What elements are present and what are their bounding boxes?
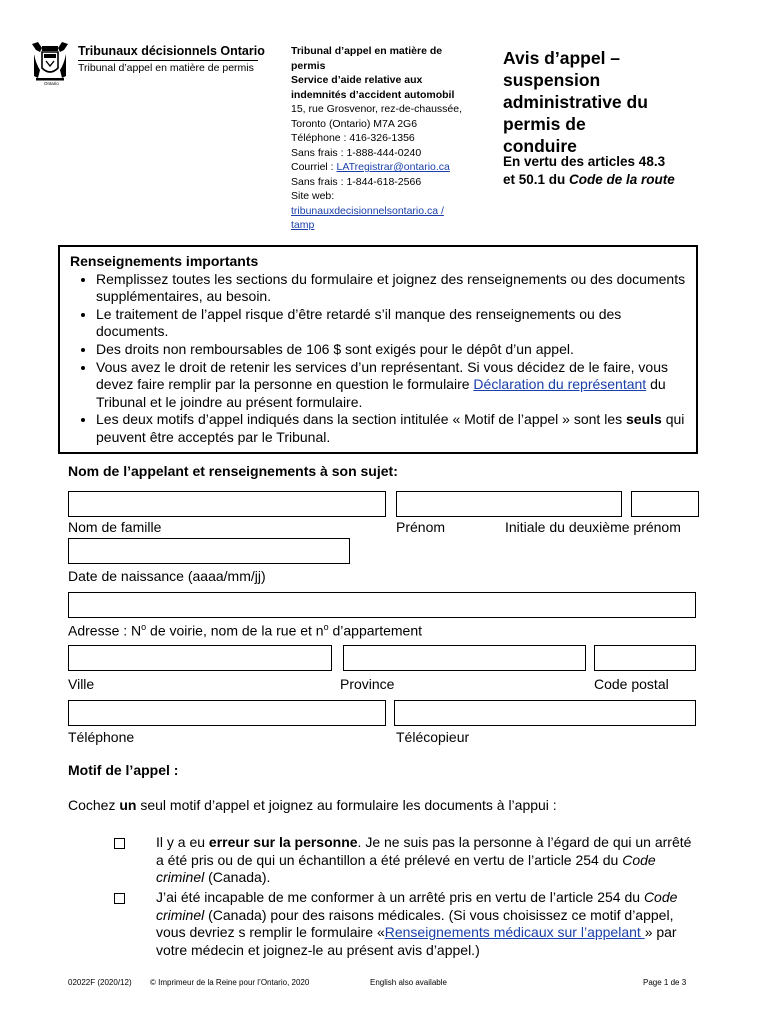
city-field[interactable]	[68, 645, 332, 671]
middle-initial-field[interactable]	[631, 491, 699, 517]
appellant-heading: Nom de l’appelant et renseignements à son sujet:	[68, 463, 398, 479]
org-divider	[78, 60, 258, 61]
postal-code-label: Code postal	[594, 676, 669, 692]
contact-block	[291, 44, 491, 233]
phone-label: Téléphone	[68, 729, 135, 745]
website-link-2[interactable]: tamp	[291, 219, 315, 231]
first-name-field[interactable]	[396, 491, 622, 517]
contact-line: Téléphone : 416-326-1356	[291, 132, 415, 144]
first-name-label: Prénom	[396, 519, 446, 535]
copyright: © Imprimeur de la Reine pour l’Ontario, 2020	[150, 978, 310, 987]
info-bullet: • Le traitement de l’appel risque d’être retardé s’il manque des renseignements ou des documents.	[96, 306, 686, 341]
form-code: 02022F (2020/12)	[68, 978, 132, 987]
website-link[interactable]: tribunauxdecisionnelsontario.ca /	[291, 204, 444, 217]
address-label: Adresse : $N^o$ de voirie, nom de la rue et $n^o$ d’appartement	[68, 622, 423, 639]
motif-heading: Motif de l’appel :	[68, 762, 179, 778]
phone-field[interactable]	[68, 700, 386, 726]
info-bullet: • Vous avez le droit de retenir les services d’un représentant. Si vous décidez de le faire, vous devez faire remplir par la personne en question le formulaire Déclaration du représentant du Tribunal et le joindre au présent formulaire.	[96, 359, 686, 412]
representative-form-link[interactable]: Déclaration du représentant	[473, 376, 647, 393]
medical-info-form-link[interactable]: Renseignements médicaux sur l’appelant	[384, 924, 645, 940]
reason-1-checkbox[interactable]	[114, 838, 125, 849]
website-label: Site web:	[291, 190, 335, 202]
dob-label: Date de naissance (aaaa/mm/jj)	[68, 568, 266, 584]
dob-field[interactable]	[68, 538, 350, 564]
middle-initial-label: Initiale du deuxième prénom	[505, 519, 681, 535]
contact-line: Service d’aide relative aux	[291, 74, 423, 86]
email-label: Courriel :	[291, 161, 337, 173]
province-label: Province	[340, 676, 395, 692]
english-available: English also available	[370, 978, 447, 987]
province-field[interactable]	[343, 645, 586, 671]
address-field[interactable]	[68, 592, 696, 618]
tollfree-2: Sans frais : 1-844-618-2566	[291, 175, 422, 188]
reason-2-checkbox[interactable]	[114, 893, 125, 904]
contact-line: Sans frais : 1-888-444-0240	[291, 146, 422, 159]
contact-line: indemnités d’accident automobil	[291, 88, 455, 101]
last-name-field[interactable]	[68, 491, 386, 517]
org-name: Tribunaux décisionnels Ontario	[78, 44, 265, 58]
important-heading: Renseignements importants	[70, 253, 259, 269]
important-info-box	[58, 245, 698, 454]
motif-instruction: Cochez un seul motif d’appel et joignez au formulaire les documents à l’appui :	[68, 797, 557, 813]
page-number: Page 1 de 3	[643, 978, 687, 987]
ontario-coat-of-arms-logo	[28, 40, 72, 86]
last-name-label: Nom de famille	[68, 519, 162, 535]
contact-line: permis	[291, 59, 326, 72]
contact-line: Tribunal d’appel en matière de	[291, 45, 443, 57]
info-bullet: • Les deux motifs d’appel indiqués dans la section intitulée « Motif de l’appel » sont les seuls qui peuvent être acceptés par le Tribunal.	[96, 411, 686, 446]
form-subtitle: En vertu des articles 48.3 et 50.1 du Code de la route	[503, 154, 675, 187]
form-title: Avis d’appel – suspension administrative du permis de conduire	[503, 48, 648, 156]
email-link[interactable]: LATregistrar@ontario.ca	[336, 161, 450, 173]
reason-2-text: J’ai été incapable de me conformer à un arrêté pris en vertu de l’article 254 du Code criminel (Canada) pour des raisons médicales. (Si vous choisissez ce motif d’appel, vous devriez s remplir le formulaire «Renseignements médicaux sur l’appelant » par votre médecin et joignez-le au présent avis d’appel.)	[156, 889, 678, 958]
contact-line: 15, rue Grosvenor, rez-de-chaussée,	[291, 103, 463, 115]
postal-code-field[interactable]	[594, 645, 696, 671]
contact-line: Toronto (Ontario) M7A 2G6	[291, 117, 418, 130]
logo-wordmark: Ontario	[44, 81, 59, 86]
fax-field[interactable]	[394, 700, 696, 726]
fax-label: Télécopieur	[396, 729, 470, 745]
info-bullet: • Des droits non remboursables de 106 $ sont exigés pour le dépôt d’un appel.	[96, 341, 686, 359]
city-label: Ville	[68, 676, 95, 692]
reason-1-text: Il y a eu erreur sur la personne. Je ne suis pas la personne à l’égard de qui un arrêté a été pris ou de qui un échantillon a été prélevé en vertu de l’article 254 du Code criminel (Canada).	[156, 834, 692, 885]
info-bullet: • Remplissez toutes les sections du formulaire et joignez des renseignements ou des documents supplémentaires, au besoin.	[96, 271, 686, 306]
org-subname: Tribunal d’appel en matière de permis	[78, 62, 254, 74]
